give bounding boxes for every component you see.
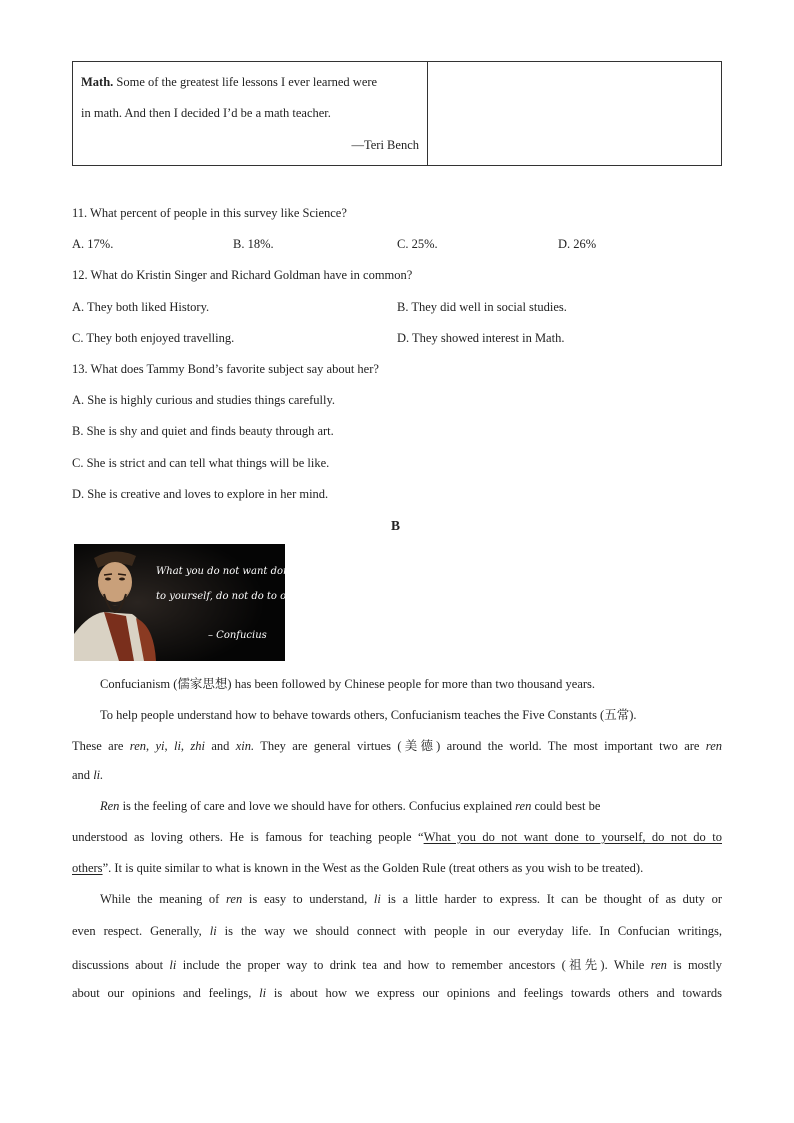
passage-paragraph-3-line-3: others”. It is quite similar to what is known in the West as the Golden Rule (treat others as you wish to be treated). <box>72 861 644 875</box>
image-quote-line-2: to yourself, do not do to others. <box>156 591 316 602</box>
confucius-image <box>74 544 316 661</box>
passage-paragraph-2-line-1: To help people understand how to behave towards others, Confucianism teaches the Five Constants (五常). <box>100 708 637 722</box>
question-11-stem: 11. What percent of people in this survey like Science? <box>72 206 347 220</box>
question-12-option-a: A. They both liked History. <box>72 300 210 314</box>
passage-paragraph-2-line-3: and li. <box>72 768 104 782</box>
passage-paragraph-2-line-2: These are ren, yi, li, zhi and xin. They are general virtues (美德) around the world. The most important two are ren <box>72 739 722 753</box>
question-12-option-b: B. They did well in social studies. <box>397 300 567 314</box>
passage-paragraph-1: Confucianism (儒家思想) has been followed by Chinese people for more than two thousand years. <box>100 677 596 691</box>
math-quote-author: —Teri Bench <box>351 138 419 152</box>
math-text-1: Some of the greatest life lessons I ever learned were <box>116 75 378 89</box>
passage-paragraph-3-line-1: Ren is the feeling of care and love we should have for others. Confucius explained ren could best be <box>100 799 601 813</box>
question-13-option-a: A. She is highly curious and studies things carefully. <box>72 393 336 407</box>
question-11-option-c: C. 25%. <box>397 237 438 251</box>
empty-cell <box>428 62 722 166</box>
question-12-option-d: D. They showed interest in Math. <box>397 331 565 345</box>
image-quote-line-1: What you do not want done <box>156 566 296 577</box>
math-quote-line-2: in math. And then I decided I’d be a math teacher. <box>81 106 331 120</box>
golden-rule-quote: What you do not want done to yourself, do not do to <box>423 830 722 844</box>
passage-paragraph-4-line-3: discussions about li include the proper way to drink tea and how to remember ancestors (祖先). While ren is mostly <box>72 958 722 972</box>
passage-paragraph-4-line-1: While the meaning of ren is easy to understand, li is a little harder to express. It can be thought of as duty or <box>100 892 722 906</box>
question-11-option-a: A. 17%. <box>72 237 114 251</box>
passage-paragraph-4-line-2: even respect. Generally, li is the way we should connect with people in our everyday life. In Confucian writings, <box>72 924 722 938</box>
math-label: Math. <box>81 75 114 89</box>
question-13-option-d: D. She is creative and loves to explore in her mind. <box>72 487 329 501</box>
math-quote-cell <box>73 62 428 166</box>
question-13-stem: 13. What does Tammy Bond’s favorite subject say about her? <box>72 362 379 376</box>
question-11-option-d: D. 26% <box>558 237 597 251</box>
question-13-option-b: B. She is shy and quiet and finds beauty through art. <box>72 424 334 438</box>
passage-paragraph-3-line-2: understood as loving others. He is famous for teaching people “What you do not want done to yourself, do not do to <box>72 830 722 844</box>
passage-paragraph-4-line-4: about our opinions and feelings, li is about how we express our opinions and feelings towards others and towards <box>72 986 722 1000</box>
subject-quote-table <box>72 61 722 166</box>
math-quote-line-1 <box>81 75 377 90</box>
confucius-portrait-illustration <box>74 544 285 661</box>
question-12-stem: 12. What do Kristin Singer and Richard Goldman have in common? <box>72 268 413 282</box>
question-13-option-c: C. She is strict and can tell what things will be like. <box>72 456 330 470</box>
question-12-option-c: C. They both enjoyed travelling. <box>72 331 235 345</box>
image-quote-author: – Confucius <box>208 630 267 641</box>
section-b-heading: B <box>391 518 401 533</box>
question-11-option-b: B. 18%. <box>233 237 274 251</box>
